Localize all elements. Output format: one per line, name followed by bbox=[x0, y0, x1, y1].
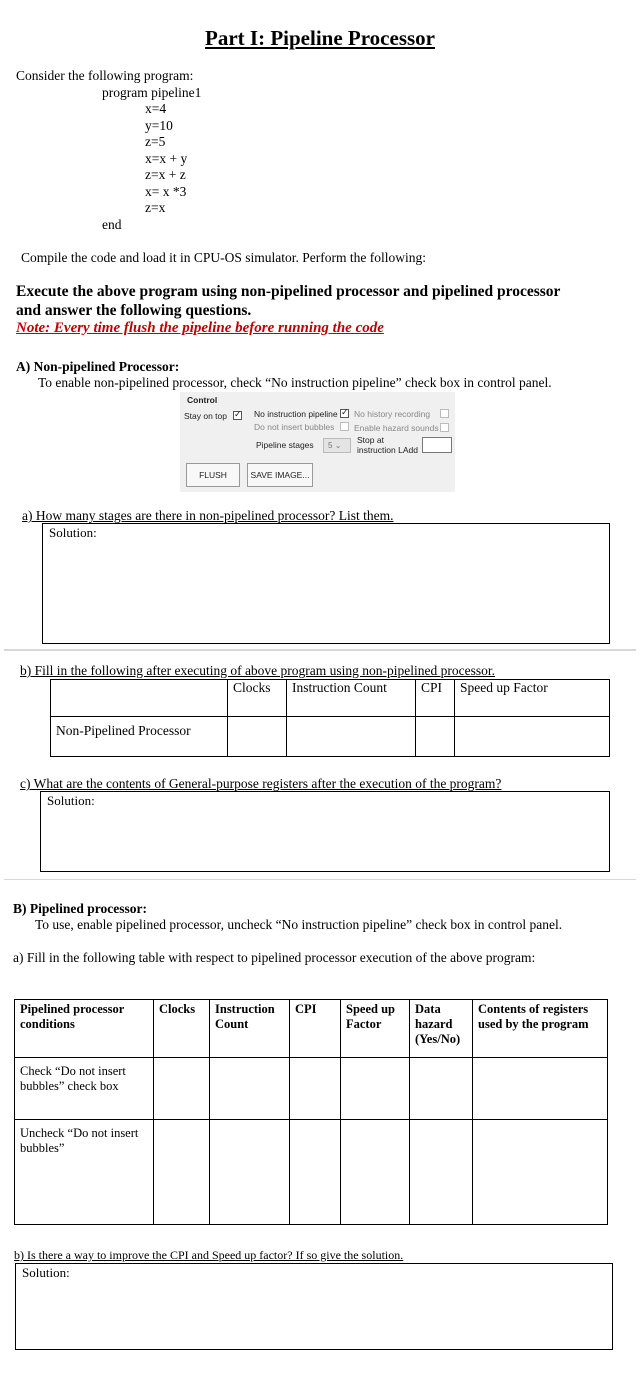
control-group-label: Control bbox=[187, 395, 218, 405]
solution-box-c[interactable] bbox=[40, 791, 610, 872]
table-cell[interactable] bbox=[473, 1058, 608, 1120]
section-a-instruction: To enable non-pipelined processor, check “No instruction pipeline” check box in control panel. bbox=[38, 375, 552, 390]
table-header-cell: CPI bbox=[416, 680, 455, 717]
page-title: Part I: Pipeline Processor bbox=[205, 26, 435, 50]
program-line: z=x + z bbox=[145, 167, 186, 182]
table-cell[interactable] bbox=[341, 1120, 410, 1225]
intro-text: Consider the following program: bbox=[16, 68, 194, 83]
table-cell[interactable] bbox=[154, 1120, 210, 1225]
no-instruction-pipeline-label: No instruction pipeline bbox=[254, 409, 338, 419]
table-cell[interactable] bbox=[341, 1058, 410, 1120]
do-not-insert-bubbles-checkbox[interactable] bbox=[340, 422, 349, 431]
table-header-row bbox=[51, 680, 610, 717]
section-b-instruction: To use, enable pipelined processor, uncheck “No instruction pipeline” check box in control panel. bbox=[35, 917, 563, 932]
table-cell[interactable] bbox=[290, 1058, 341, 1120]
table-header-cell: Instruction Count bbox=[210, 1000, 290, 1058]
solution-label: Solution: bbox=[47, 793, 95, 808]
solution-label: Solution: bbox=[49, 525, 97, 540]
compile-text: Compile the code and load it in CPU-OS simulator. Perform the following: bbox=[21, 250, 426, 265]
question-b-a-fill: a) Fill in the following table with respect to pipelined processor execution of the above program: bbox=[13, 950, 536, 965]
pipelined-table bbox=[14, 999, 608, 1225]
program-line: x=x + y bbox=[145, 150, 188, 166]
non-pipelined-table bbox=[50, 679, 610, 757]
pipeline-stages-value: 5 bbox=[328, 441, 333, 450]
table-header-row bbox=[15, 1000, 608, 1058]
solution-box-a[interactable] bbox=[42, 523, 610, 644]
table-header-cell: Speed up Factor bbox=[341, 1000, 410, 1058]
table-header-cell: Data hazard (Yes/No) bbox=[410, 1000, 473, 1058]
table-header-cell: CPI bbox=[290, 1000, 341, 1058]
program-line: y=10 bbox=[145, 117, 173, 133]
stay-on-top-checkbox[interactable] bbox=[233, 411, 242, 420]
separator bbox=[4, 879, 636, 880]
program-line: x= x *3 bbox=[145, 183, 187, 199]
table-cell[interactable] bbox=[455, 717, 610, 757]
execute-text-1: Execute the above program using non-pipelined processor and pipelined processor bbox=[16, 283, 561, 300]
question-c-registers: c) What are the contents of General-purpose registers after the execution of the program? bbox=[20, 776, 502, 791]
table-cell[interactable] bbox=[210, 1058, 290, 1120]
table-header-cell: Instruction Count bbox=[287, 680, 416, 717]
no-history-recording-checkbox[interactable] bbox=[440, 409, 449, 418]
separator bbox=[4, 649, 636, 651]
solution-label: Solution: bbox=[22, 1265, 70, 1280]
pipeline-stages-select[interactable] bbox=[323, 438, 351, 453]
table-header-cell: Clocks bbox=[154, 1000, 210, 1058]
table-row bbox=[15, 1120, 608, 1225]
program-lines bbox=[145, 101, 187, 217]
control-panel bbox=[180, 392, 455, 492]
flush-note: Note: Every time flush the pipeline before running the code bbox=[16, 320, 384, 336]
section-a-heading: A) Non-pipelined Processor: bbox=[16, 359, 180, 374]
table-row-label: Uncheck “Do not insert bubbles” bbox=[15, 1120, 154, 1225]
section-b-heading: B) Pipelined processor: bbox=[13, 901, 147, 916]
stay-on-top-label: Stay on top bbox=[184, 411, 228, 421]
enable-hazard-sounds-checkbox[interactable] bbox=[440, 423, 449, 432]
table-cell[interactable] bbox=[154, 1058, 210, 1120]
table-row-label: Non-Pipelined Processor bbox=[51, 717, 228, 757]
stop-at-input[interactable] bbox=[422, 437, 452, 453]
chevron-down-icon: ⌄ bbox=[334, 441, 342, 450]
table-cell[interactable] bbox=[410, 1120, 473, 1225]
flush-button[interactable]: FLUSH bbox=[186, 463, 240, 487]
stop-at-label-2: instruction LAdd bbox=[357, 445, 418, 455]
pipeline-stages-label: Pipeline stages bbox=[256, 440, 314, 450]
program-footer: end bbox=[102, 217, 122, 232]
question-b-b-improve: b) Is there a way to improve the CPI and Speed up factor? If so give the solution. bbox=[14, 1248, 404, 1262]
table-header-cell: Contents of registers used by the program bbox=[473, 1000, 608, 1058]
table-cell[interactable] bbox=[287, 717, 416, 757]
stop-at-label: Stop at bbox=[357, 435, 384, 445]
table-cell[interactable] bbox=[473, 1120, 608, 1225]
do-not-insert-bubbles-label: Do not insert bubbles bbox=[254, 422, 335, 432]
question-a-stages: a) How many stages are there in non-pipelined processor? List them. bbox=[22, 508, 394, 523]
question-b-fill: b) Fill in the following after executing of above program using non-pipelined processor. bbox=[20, 663, 496, 678]
program-line: x=4 bbox=[145, 101, 167, 116]
table-cell[interactable] bbox=[410, 1058, 473, 1120]
table-cell[interactable] bbox=[416, 717, 455, 757]
enable-hazard-sounds-label: Enable hazard sounds bbox=[354, 423, 439, 433]
table-header-cell bbox=[51, 680, 228, 717]
program-header: program pipeline1 bbox=[102, 85, 202, 100]
table-header-cell: Clocks bbox=[228, 680, 287, 717]
execute-text-2: and answer the following questions. bbox=[16, 302, 252, 319]
no-instruction-pipeline-checkbox[interactable] bbox=[340, 409, 349, 418]
no-history-recording-label: No history recording bbox=[354, 409, 431, 419]
solution-box-b[interactable] bbox=[15, 1263, 613, 1350]
table-cell[interactable] bbox=[210, 1120, 290, 1225]
table-row-label: Check “Do not insert bubbles” check box bbox=[15, 1058, 154, 1120]
save-image-button[interactable]: SAVE IMAGE... bbox=[247, 463, 313, 487]
program-line: z=5 bbox=[145, 134, 166, 149]
program-line: z=x bbox=[145, 200, 166, 215]
table-header-cell: Speed up Factor bbox=[455, 680, 610, 717]
table-header-cell: Pipelined processor conditions bbox=[15, 1000, 154, 1058]
table-cell[interactable] bbox=[228, 717, 287, 757]
table-row bbox=[15, 1058, 608, 1120]
table-row bbox=[51, 717, 610, 757]
table-cell[interactable] bbox=[290, 1120, 341, 1225]
